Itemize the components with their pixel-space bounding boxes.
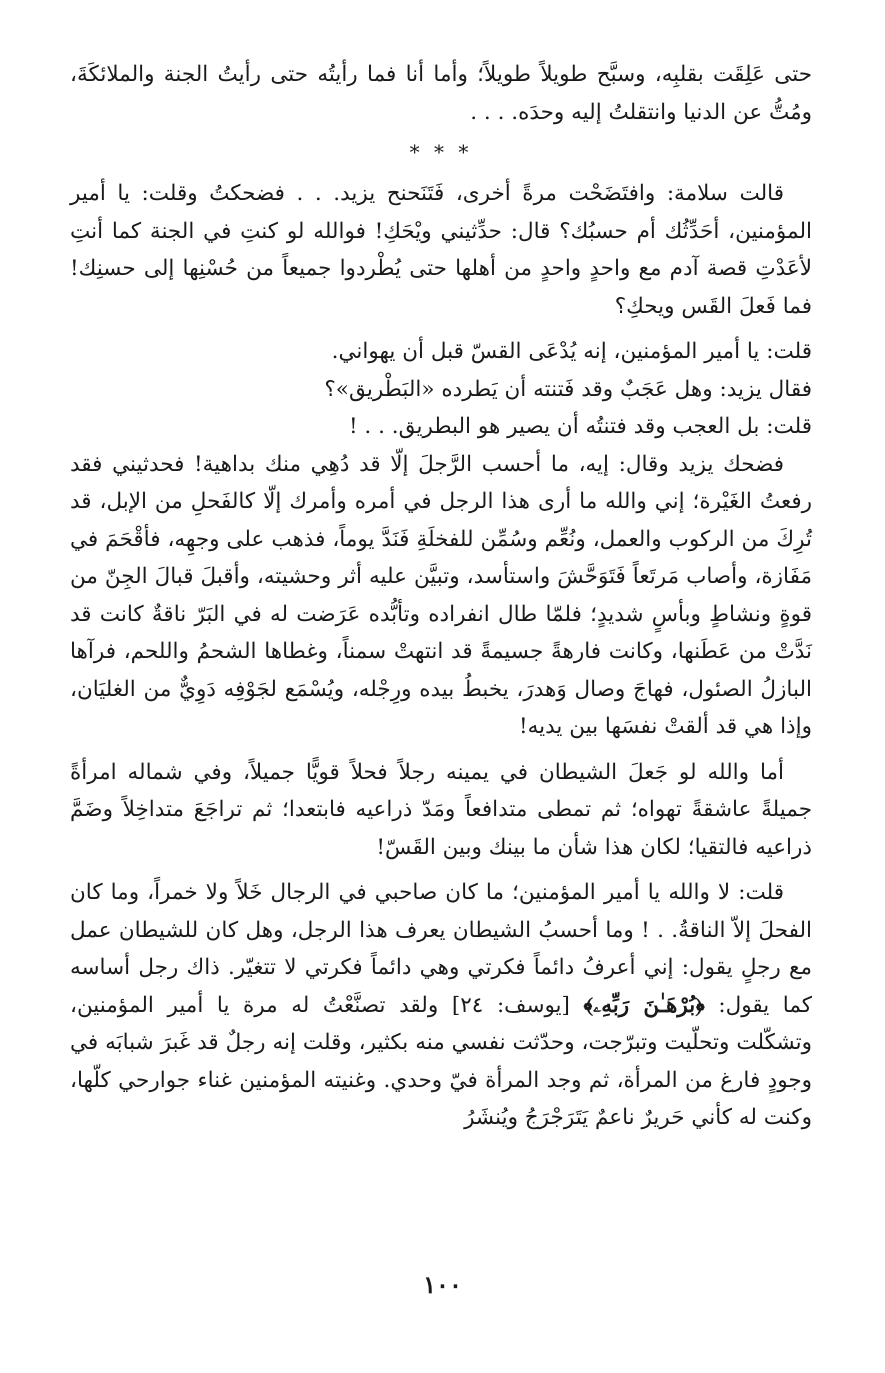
section-divider: * * * <box>409 140 473 164</box>
paragraph-4-part-a: قلت: لا والله يا أمير المؤمنين؛ ما كان صاحبي في الرجال خَلاً ولا خمراً، وما كان الفحلَ إلاّ الناقةُ. . ! وما أحسبُ الشيطان يعرف هذا الرجل، وهل كان للشيطان عمل مع رجلٍ يقول: إني أعرفُ دائماً فكرتي وهي دائماً فكرتي لا تتغيّر. ذاك رجل أساسه كما يقول: <box>70 880 813 1018</box>
opening-paragraph: حتى عَلِقَت بقلبِه، وسبَّح طويلاً طويلاً؛ وأما أنا فما رأيتُه حتى رأيتُ الجنة والملائكَةَ، ومُتُّ عن الدنيا وانتقلتُ إليه وحدَه. . . . <box>70 62 812 125</box>
page-number: ١٠٠ <box>423 1270 462 1299</box>
quran-reference: [يوسف: ٢٤] <box>451 992 570 1018</box>
spacer <box>70 866 812 874</box>
page-body <box>70 56 812 1356</box>
spacer <box>70 325 812 333</box>
paragraph-1: قالت سلامة: وافتَضَحْت مرةً أخرى، فَتَنَحنح يزيد. . . فضحكتُ وقلت: يا أمير المؤمنين، أحَدِّثُك أم حسبُك؟ قال: حدِّثيني ويْحَكِ! فوالله لو كنتِ في الجنة كما أنتِ لأعَدْتِ قصة آدم مع واحدٍ واحدٍ من أهلها حتى يُطْردوا جميعاً من حُسْنِها إلى حسنِك! فما فَعلَ القَس ويحكِ؟ <box>70 181 812 319</box>
paragraph-3: أما والله لو جَعلَ الشيطان في يمينه رجلاً فحلاً قويًّا جميلاً، وفي شماله امرأةً جميلةً عاشقةً تهواه؛ ثم تمطى متدافعاً ومَدّ ذراعيه فابتعدا؛ ثم تراجَعَ متداخِلاً وضَمَّ ذراعيه فالتقيا؛ لكان هذا شأن ما بينك وبين القَسّ! <box>70 759 812 860</box>
paragraph-4 <box>70 874 812 1137</box>
dialogue-line-2: فقال يزيد: وهل عَجَبٌ وقد فَتنته أن يَطرده «البَطْريق»؟ <box>324 376 812 402</box>
spacer <box>70 746 812 754</box>
dialogue-line-3: قلت: بل العجب وقد فتنتُه أن يصير هو البطريق. . . ! <box>348 414 812 439</box>
quran-verse: ﴿بُرْهَـٰنَ رَبِّهِۦ﴾ <box>583 992 705 1018</box>
paragraph-4-part-b: ولقد تصنَّعْتُ له مرة يا أمير المؤمنين، وتشكّلت وتحلّيت وتبرّجت، وحدّثت نفسي منه بكثير، وقلت إنه رجلٌ قد غَبرَ شبابَه في وجودٍ فارغ من المرأة، ثم وجد المرأة فيّ وحدي. وغنيته المؤمنين غناء جوارحي كلّها، وكنت له كأني حَريرٌ ناعمٌ يَتَرَجْرَجُ ويُنشَرُ <box>70 992 812 1130</box>
paragraph-2: فضحك يزيد وقال: إيه، ما أحسب الرَّجلَ إلّا قد دُهِي منك بداهية! فحدثيني فقد رفعتُ الغَيْرة؛ إني والله ما أرى هذا الرجل في أمره وأمرك إلّا كالفَحلِ من الإبل، قد تُرِكَ من الركوب والعمل، ونُعِّم وسُمِّن للفخلَةِ فَنَدَّ يوماً، فذهب على وجهِه، فأقْحَمَ في مَفَازة، وأصاب مَرتَعاً فَتَوَحَّشَ واستأسد، وتبيَّن عليه أثر وحشيته، وأقبلَ قبالَ الجِنّ من قوةٍ ونشاطٍ وبأسٍ شديدٍ؛ فلمّا طال انفراده وتأبُّده عَرَضت له في البَرّ ناقةٌ كانت قد نَدَّتْ من عَطَنها، وكانت فارهةً جسيمةً قد انتهتْ سمناً، وغطاها الشحمُ واللحم، فرآها البازلُ الصئول، فهاجَ وصال وَهدرَ، يخبطُ بيده ورِجْله، ويُسْمَع لجَوْفِه دَوِيٌّ من الغليَان، وإذا هي قد ألقتْ نفسَها بين يديه! <box>70 451 812 739</box>
dialogue-line-1: قلت: يا أمير المؤمنين، إنه يُدْعَى القسّ قبل أن يهواني. <box>331 339 812 364</box>
